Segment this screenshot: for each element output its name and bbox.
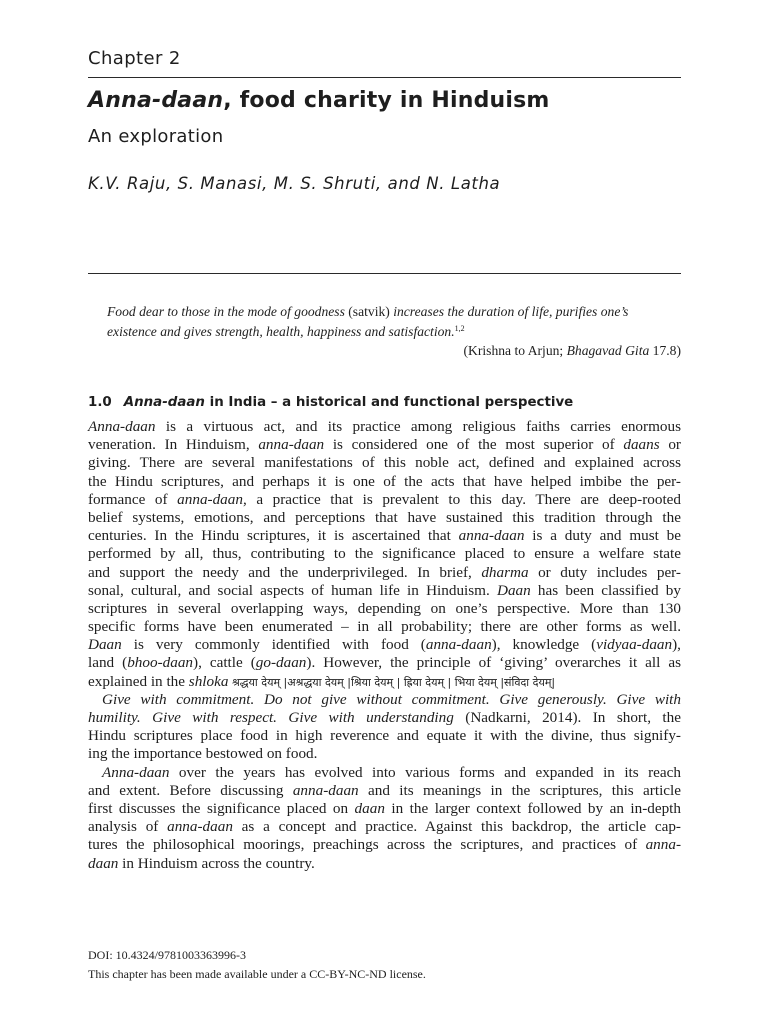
epigraph-source	[107, 341, 681, 361]
body-line: daan in Hinduism across the country.	[88, 854, 315, 872]
chapter-title	[88, 88, 550, 113]
body-line: performed by all, thus, contributing to the significance placed to ensure a welfare state	[88, 545, 681, 563]
body-line: scriptures in several overlapping ways, depending on one’s perspective. More than 130	[88, 599, 681, 617]
section-title-italic: Anna-daan	[123, 395, 205, 410]
body-line: first discusses the significance placed on daan in the larger context followed by an in-depth	[88, 799, 681, 817]
header-rule-top	[88, 77, 681, 78]
epigraph-footnote-ref: 1,2	[454, 323, 465, 333]
epigraph-source-b: Bhagavad Gita	[566, 343, 650, 358]
shloka-devanagari: श्रद्धया देयम् |अश्रद्धया देयम् |श्रिया देयम् | ह्रिया देयम् | भिया देयम् |संविदा देयम्|	[228, 675, 556, 689]
body-line: land (bhoo-daan), cattle (go-daan). However, the principle of ‘giving’ overarches it all as	[88, 654, 681, 672]
body-line: explained in the shloka श्रद्धया देयम् |अश्रद्धया देयम् |श्रिया देयम् | ह्रिया देयम् | भिया देयम् |संविदा देयम्|	[88, 672, 556, 690]
body-line: Daan is very commonly identified with food (anna-daan), knowledge (vidyaa-daan),	[88, 636, 681, 654]
body-line: tures the philosophical moorings, preachings across the scriptures, and practices of anna-	[88, 836, 681, 854]
chapter-title-italic: Anna-daan	[88, 88, 224, 113]
authors: K.V. Raju, S. Manasi, M. S. Shruti, and N. Latha	[88, 174, 501, 193]
epigraph-source-c: 17.8)	[649, 343, 681, 358]
body-line: Hindu scriptures place food in high reverence and equate it with the divine, thus signify-	[88, 727, 681, 745]
section-number: 1.0	[88, 395, 112, 410]
body-line: centuries. In the Hindu scriptures, it is ascertained that anna-daan is a duty and must be	[88, 527, 682, 545]
section-heading	[88, 395, 573, 410]
epigraph-quote	[107, 302, 681, 341]
body-line: sonal, cultural, and social aspects of human life in Hinduism. Daan has been classified by	[88, 581, 681, 599]
epigraph-text-4: existence and gives strength, health, happiness and satisfaction.	[107, 323, 455, 339]
epigraph-text-3: increases the duration of life, purifies one’s	[393, 304, 629, 319]
epigraph-source-a: (Krishna to Arjun;	[463, 343, 567, 358]
body-line: giving. There are several manifestations of this noble act, defined and explained across	[88, 454, 681, 472]
body-line: humility. Give with respect. Give with understanding (Nadkarni, 2014). In short, the	[88, 709, 681, 726]
body-line: specific forms have been enumerated – in all probability; there are other forms as well.	[88, 618, 681, 636]
body-text	[88, 418, 681, 873]
body-line: Anna-daan is a virtuous act, and its practice among religious faiths carries enormous	[88, 418, 681, 435]
body-line: analysis of anna-daan as a concept and practice. Against this backdrop, the article cap-	[88, 818, 681, 836]
body-line: the Hindu scriptures, and perhaps it is one of the acts that have helped imbibe the per-	[88, 472, 681, 490]
body-line: Give with commitment. Do not give without commitment. Give generously. Give with	[102, 690, 681, 708]
footer	[88, 946, 426, 984]
body-line: veneration. In Hinduism, anna-daan is considered one of the most superior of daans or	[88, 436, 681, 454]
body-line: formance of anna-daan, a practice that is prevalent to this day. There are deep-rooted	[88, 490, 681, 508]
chapter-title-rest: , food charity in Hinduism	[223, 88, 550, 113]
body-line: belief systems, emotions, and perceptions that have sustained this tradition through the	[88, 508, 681, 526]
body-line: and extent. Before discussing anna-daan and its meanings in the scriptures, this article	[88, 781, 681, 799]
section-title-rest: in India – a historical and functional perspective	[204, 395, 574, 410]
license-text: This chapter has been made available under a CC-BY-NC-ND license.	[88, 967, 426, 981]
body-line: Anna-daan over the years has evolved into various forms and expanded in its reach	[102, 763, 681, 781]
chapter-label: Chapter 2	[88, 48, 181, 69]
epigraph-text-2: (satvik)	[344, 304, 394, 319]
chapter-subtitle: An exploration	[88, 126, 224, 147]
epigraph	[107, 302, 681, 361]
header-rule-bottom	[88, 273, 681, 274]
epigraph-text-1: Food dear to those in the mode of goodness	[107, 304, 345, 319]
doi-text: DOI: 10.4324/9781003363996-3	[88, 948, 246, 962]
body-line: ing the importance bestowed on food.	[88, 745, 318, 763]
body-line: and support the needy and the underprivileged. In brief, dharma or duty includes per-	[88, 563, 681, 581]
